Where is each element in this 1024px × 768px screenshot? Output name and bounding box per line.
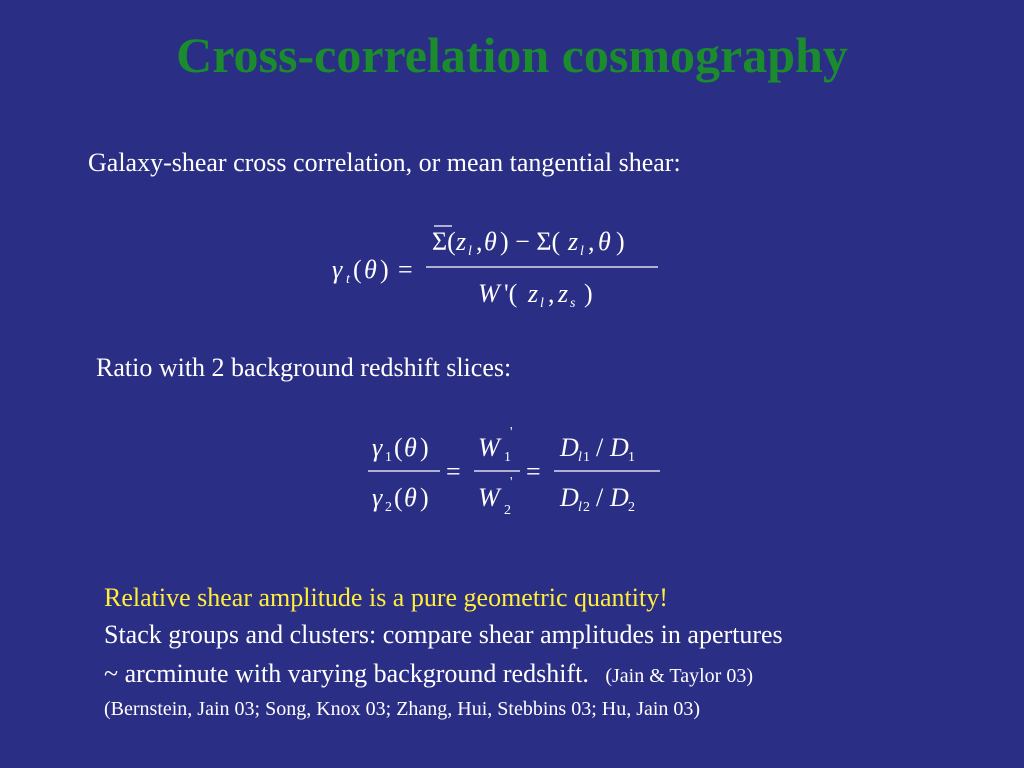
svg-text:) − Σ(: ) − Σ( <box>500 227 561 256</box>
svg-text:'(: '( <box>504 279 518 308</box>
svg-text:l: l <box>468 244 472 259</box>
svg-text:(: ( <box>394 483 403 512</box>
svg-text:2: 2 <box>385 500 392 515</box>
svg-text:1: 1 <box>628 450 635 465</box>
arcminute-statement <box>104 659 753 689</box>
svg-text:D: D <box>610 433 629 462</box>
citation-jain-taylor: (Jain & Taylor 03) <box>605 665 753 687</box>
svg-text:(: ( <box>353 255 362 284</box>
svg-text:/: / <box>596 433 604 462</box>
svg-text:W: W <box>478 483 500 512</box>
svg-text:s: s <box>570 296 576 311</box>
arcminute-text: ~ arcminute with varying background redshift. <box>104 659 589 688</box>
svg-text:1: 1 <box>504 450 511 465</box>
svg-text:z: z <box>568 227 579 256</box>
svg-text:W: W <box>478 279 500 308</box>
svg-text:2: 2 <box>583 500 590 515</box>
svg-text:θ: θ <box>484 227 497 256</box>
svg-text:γ: γ <box>372 483 383 512</box>
svg-text:': ' <box>510 425 513 440</box>
svg-text:θ: θ <box>598 227 611 256</box>
svg-text:': ' <box>510 475 513 490</box>
svg-text:γ: γ <box>372 433 383 462</box>
svg-text:2: 2 <box>504 503 511 518</box>
svg-text:W: W <box>478 433 500 462</box>
svg-text:Σ(: Σ( <box>432 227 456 256</box>
svg-text:1: 1 <box>583 450 590 465</box>
stack-statement: Stack groups and clusters: compare shear amplitudes in apertures <box>104 620 783 649</box>
svg-text:l: l <box>578 450 582 465</box>
svg-text:,: , <box>476 227 483 256</box>
svg-text:(: ( <box>394 433 403 462</box>
svg-text:z: z <box>558 279 569 308</box>
equation-tangential-shear <box>328 220 668 320</box>
ratio-text: Ratio with 2 background redshift slices: <box>96 353 512 382</box>
svg-text:l: l <box>580 244 584 259</box>
svg-text:=: = <box>526 457 541 486</box>
svg-text:θ: θ <box>404 483 417 512</box>
svg-text:): ) <box>420 433 429 462</box>
highlight-statement: Relative shear amplitude is a pure geometric quantity! <box>104 583 668 612</box>
svg-text:D: D <box>610 483 629 512</box>
svg-text:/: / <box>596 483 604 512</box>
intro-text: Galaxy-shear cross correlation, or mean tangential shear: <box>88 148 681 177</box>
svg-text:,: , <box>588 227 595 256</box>
svg-text:=: = <box>446 457 461 486</box>
svg-text:): ) <box>380 255 389 284</box>
svg-text:D: D <box>560 483 579 512</box>
svg-text:): ) <box>616 227 625 256</box>
svg-text:γ: γ <box>332 255 343 284</box>
svg-text:l: l <box>578 500 582 515</box>
svg-text:D: D <box>560 433 579 462</box>
svg-text:,: , <box>548 279 555 308</box>
svg-text:l: l <box>540 296 544 311</box>
svg-text:1: 1 <box>385 450 392 465</box>
svg-text:): ) <box>584 279 593 308</box>
equation-shear-ratio <box>364 424 664 524</box>
svg-text:z: z <box>528 279 539 308</box>
svg-text:): ) <box>420 483 429 512</box>
svg-text:z: z <box>456 227 467 256</box>
svg-text:θ: θ <box>404 433 417 462</box>
slide-title: Cross-correlation cosmography <box>176 27 848 83</box>
references-list: (Bernstein, Jain 03; Song, Knox 03; Zhang, Hui, Stebbins 03; Hu, Jain 03) <box>104 698 701 720</box>
svg-text:=: = <box>398 255 413 284</box>
svg-text:θ: θ <box>364 255 377 284</box>
svg-text:2: 2 <box>628 500 635 515</box>
svg-text:t: t <box>346 272 350 287</box>
